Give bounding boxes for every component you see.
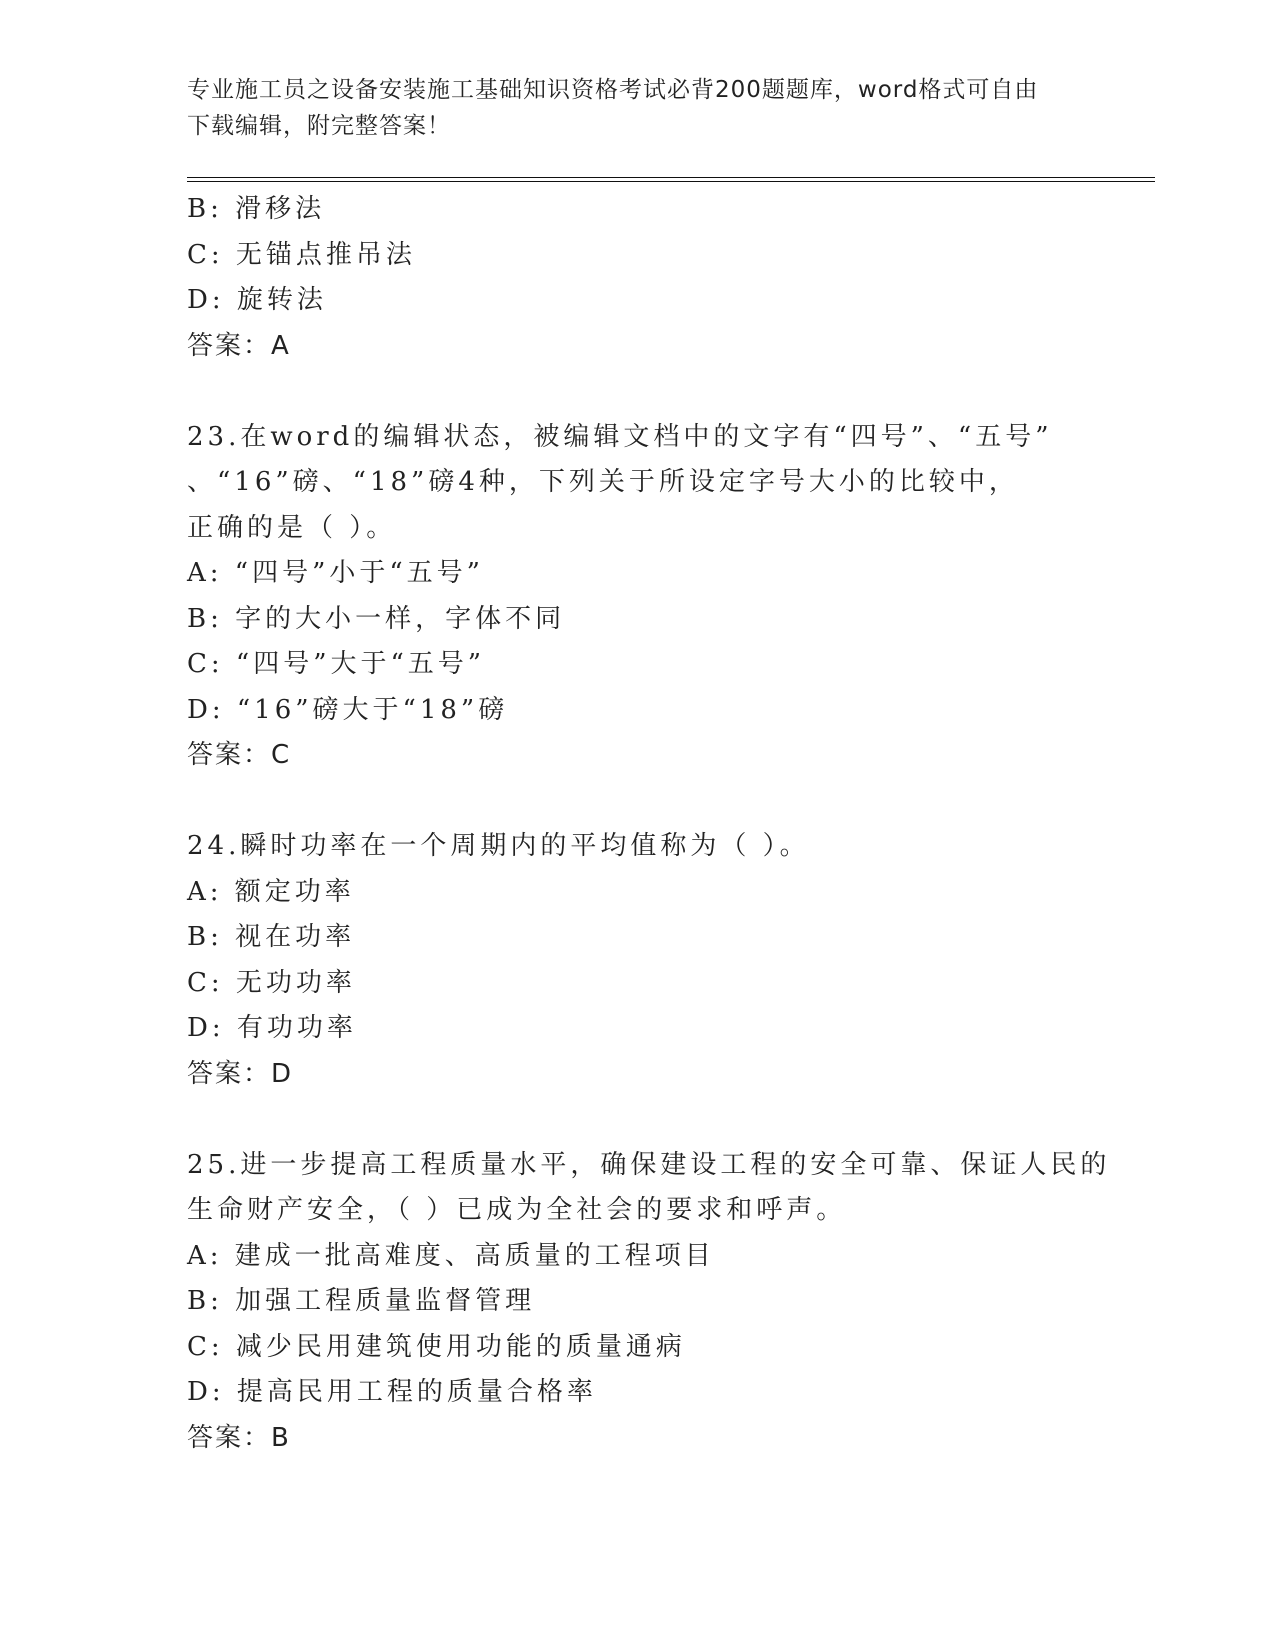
- spacer: [187, 369, 1087, 415]
- answer-line: 答案：C: [187, 740, 292, 770]
- option-b: B: 视在功率: [187, 922, 356, 952]
- question-stem-line: 23.在word的编辑状态，被编辑文档中的文字有“四号”、“五号”: [187, 421, 1053, 452]
- option-c: C: “四号”大于“五号”: [187, 649, 486, 679]
- spacer: [187, 1097, 1087, 1143]
- option-c: C: 无功功率: [187, 967, 356, 998]
- option-a: A: 额定功率: [187, 876, 355, 907]
- option-d: D: 旋转法: [187, 285, 327, 315]
- header-line-2: 下载编辑，附完整答案！: [187, 113, 451, 139]
- question-23: [187, 415, 1087, 779]
- option-b: B: 加强工程质量监督管理: [187, 1286, 536, 1316]
- question-stem-line: 正确的是（ ）。: [187, 512, 397, 543]
- option-a: A: 建成一批高难度、高质量的工程项目: [187, 1240, 715, 1271]
- answer-line: 答案：A: [187, 330, 291, 361]
- option-a: A: “四号”小于“五号”: [187, 558, 484, 588]
- question-22-tail: [187, 187, 1087, 369]
- option-b: B: 字的大小一样，字体不同: [187, 603, 566, 634]
- question-stem-line: 、“16”磅、“18”磅4种，下列关于所设定字号大小的比较中，: [187, 467, 1019, 497]
- option-c: C: 无锚点推吊法: [187, 239, 416, 270]
- option-d: D: “16”磅大于“18”磅: [187, 694, 509, 725]
- spacer: [187, 779, 1087, 825]
- option-c: C: 减少民用建筑使用功能的质量通病: [187, 1331, 686, 1362]
- question-stem-line: 24.瞬时功率在一个周期内的平均值称为（ ）。: [187, 831, 810, 861]
- answer-line: 答案：B: [187, 1422, 291, 1453]
- question-stem-line: 25.进一步提高工程质量水平，确保建设工程的安全可靠、保证人民的: [187, 1149, 1111, 1180]
- option-d: D: 有功功率: [187, 1013, 357, 1043]
- question-25: [187, 1143, 1111, 1462]
- answer-line: 答案：D: [187, 1058, 294, 1089]
- document-header: [187, 72, 1067, 144]
- option-b: B: 滑移法: [187, 194, 326, 224]
- header-line-1: 专业施工员之设备安装施工基础知识资格考试必背200题题库，word格式可自由: [187, 77, 1039, 103]
- header-divider-bottom: [187, 181, 1155, 182]
- option-d: D: 提高民用工程的质量合格率: [187, 1377, 597, 1407]
- question-24: [187, 824, 1087, 1097]
- question-list: [187, 187, 1111, 1461]
- header-divider-top: [187, 177, 1155, 178]
- question-stem-line: 生命财产安全，（ ）已成为全社会的要求和呼声。: [187, 1195, 847, 1225]
